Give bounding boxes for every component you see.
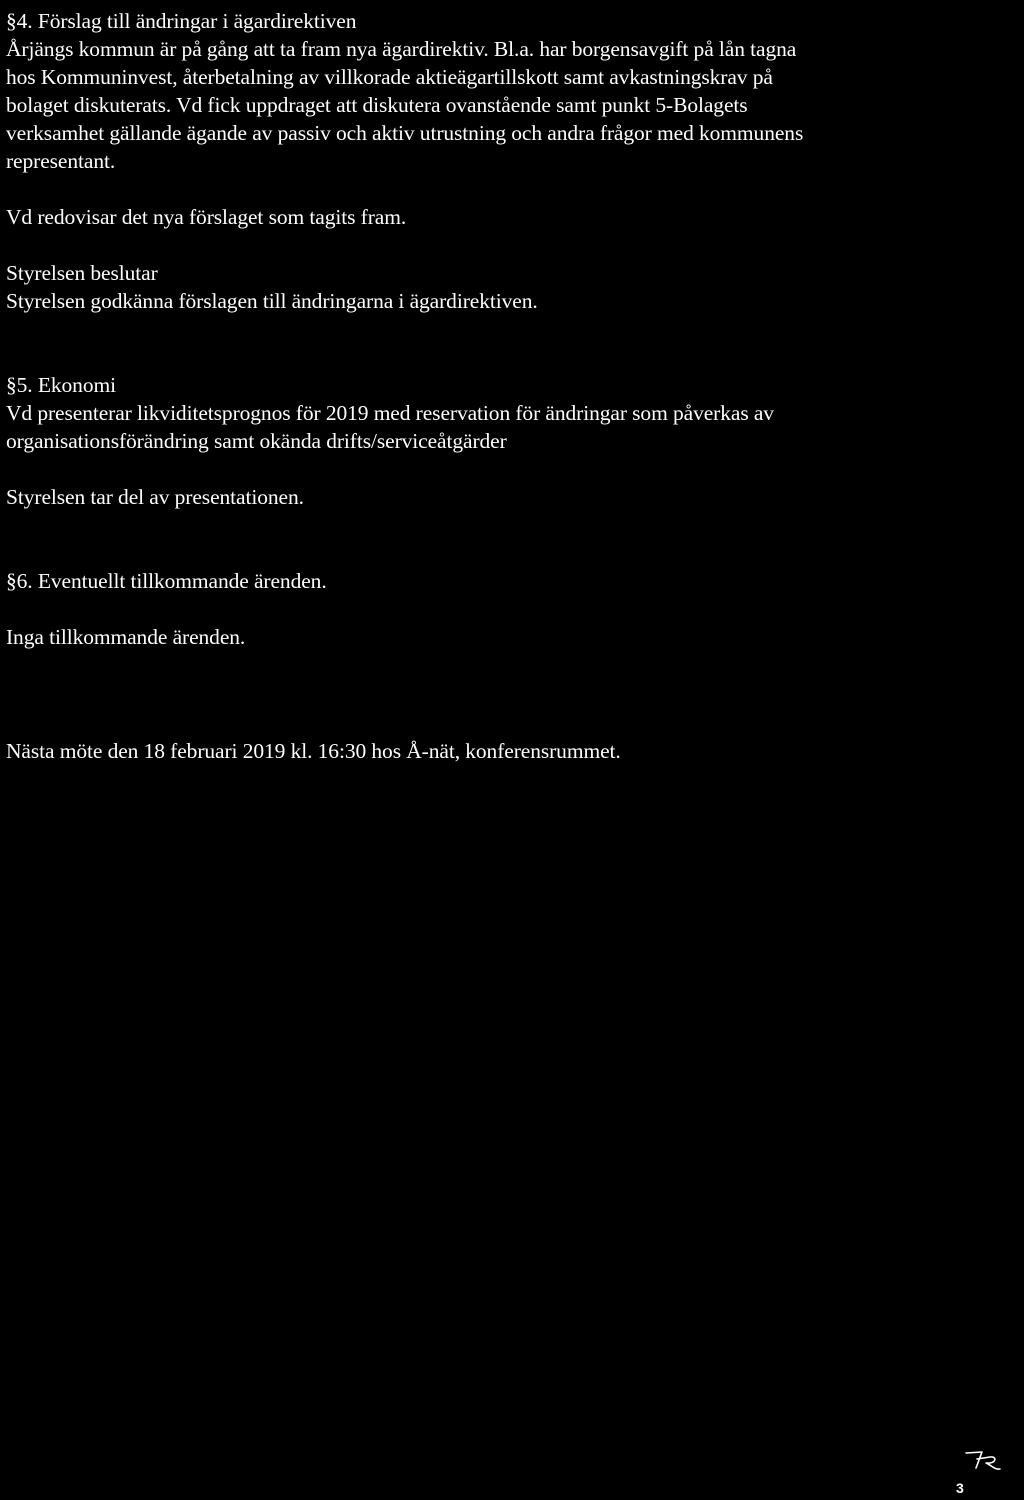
section-4-presentation-note: Vd redovisar det nya förslaget som tagits fram. <box>6 205 407 229</box>
section-4-heading: §4. Förslag till ändringar i ägardirektiven <box>6 9 357 33</box>
next-meeting-text: Nästa möte den 18 februari 2019 kl. 16:30 hos Å-nät, konferensrummet. <box>6 739 621 763</box>
section-5-decision-text: Styrelsen tar del av presentationen. <box>6 485 304 509</box>
section-4-decision-label: Styrelsen beslutar <box>6 261 158 285</box>
section-6-heading: §6. Eventuellt tillkommande ärenden. <box>6 569 327 593</box>
signature-initials <box>964 1444 1016 1474</box>
section-5-heading: §5. Ekonomi <box>6 373 116 397</box>
section-6-text: Inga tillkommande ärenden. <box>6 625 246 649</box>
document-page <box>6 0 1016 1500</box>
section-4-text-line: verksamhet gällande ägande av passiv och aktiv utrustning och andra frågor med kommunens <box>6 121 804 145</box>
section-5-text-line: Vd presenterar likviditetsprognos för 2019 med reservation för ändringar som påverkas av <box>6 401 774 425</box>
section-4-text-line: representant. <box>6 149 116 173</box>
section-4-decision-text: Styrelsen godkänna förslagen till ändringarna i ägardirektiven. <box>6 289 538 313</box>
section-4-text-line: hos Kommuninvest, återbetalning av villkorade aktieägartillskott samt avkastningskrav på <box>6 65 773 89</box>
page-number: 3 <box>956 1480 964 1496</box>
section-4-text-line: bolaget diskuterats. Vd fick uppdraget att diskutera ovanstående samt punkt 5-Bolagets <box>6 93 748 117</box>
section-4-text-line: Årjängs kommun är på gång att ta fram nya ägardirektiv. Bl.a. har borgensavgift på lån tagna <box>6 37 797 61</box>
section-5-text-line: organisationsförändring samt okända drifts/serviceåtgärder <box>6 429 507 453</box>
